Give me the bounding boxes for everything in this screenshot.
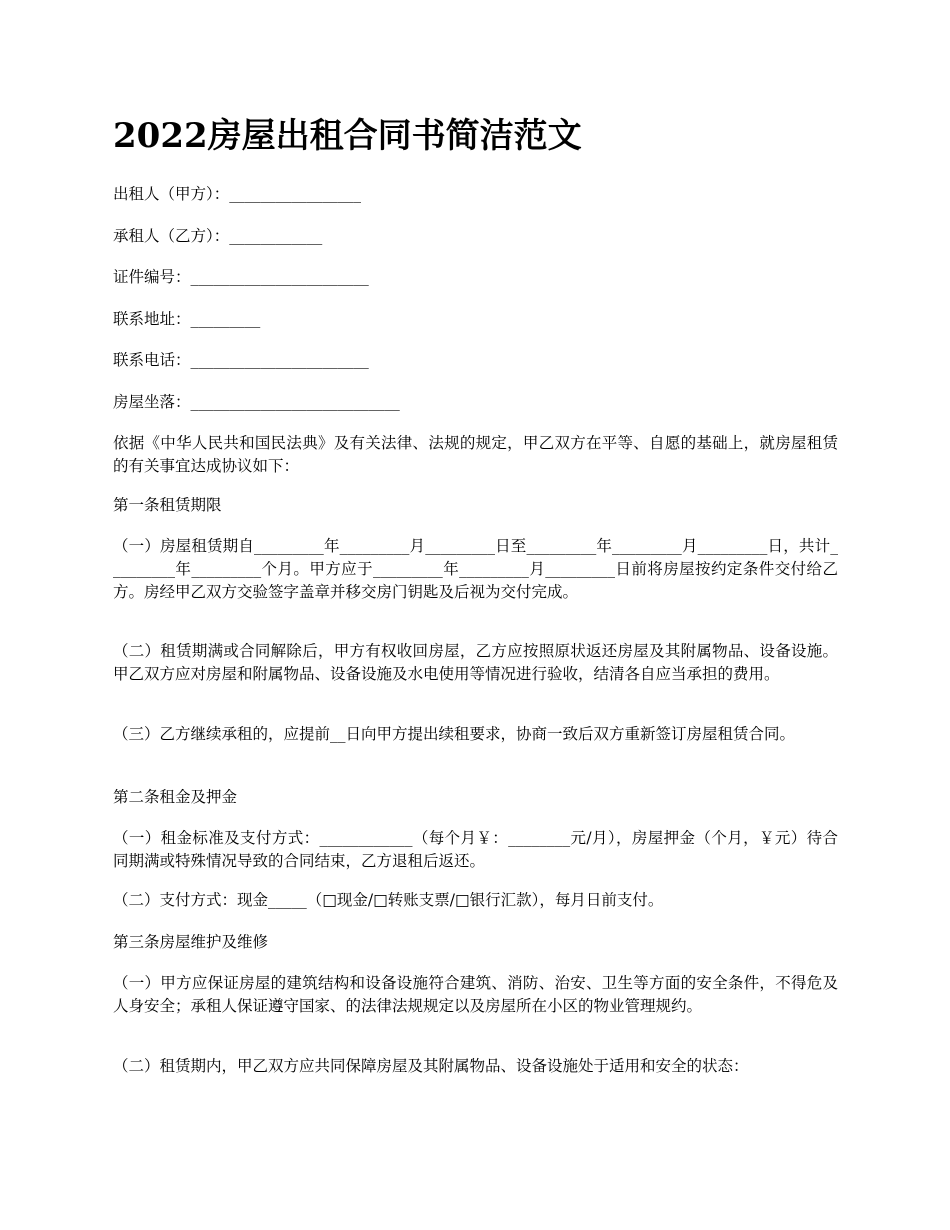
intro-paragraph: 依据《中华人民共和国民法典》及有关法律、法规的规定，甲乙双方在平等、自愿的基础上，就房屋租赁的有关事宜达成协议如下：: [113, 434, 838, 475]
article3-heading: 第三条房屋维护及维修: [113, 933, 269, 951]
location-field: 房屋坐落：___________________________: [113, 393, 400, 411]
lessee-field: 承租人（乙方）：____________: [113, 227, 323, 245]
article2-heading: 第二条租金及押金: [113, 788, 238, 806]
article3-item1: （一）甲方应保证房屋的建筑结构和设备设施符合建筑、消防、治安、卫生等方面的安全条件，不得危及人身安全；承租人保证遵守国家、的法律法规规定以及房屋所在小区的物业管理规约。: [113, 974, 838, 1015]
id-number-field: 证件编号：_______________________: [113, 268, 369, 286]
article2-item1: （一）租金标准及支付方式：____________（每个月￥：________元/月），房屋押金（个月，￥元）待合同期满或特殊情况导致的合同结束，乙方退租后返还。: [113, 829, 838, 870]
article1-item2: （二）租赁期满或合同解除后，甲方有权收回房屋，乙方应按照原状返还房屋及其附属物品、设备设施。甲乙双方应对房屋和附属物品、设备设施及水电使用等情况进行验收，结清各自应当承担的费用。: [113, 642, 838, 683]
lessor-field: 出租人（甲方）：_________________: [113, 185, 362, 203]
article3-item2: （二）租赁期内，甲乙双方应共同保障房屋及其附属物品、设备设施处于适用和安全的状态：: [113, 1057, 749, 1075]
phone-field: 联系电话：_______________________: [113, 351, 369, 369]
document-title: 2022房屋出租合同书简洁范文: [113, 116, 582, 156]
article2-item2: （二）支付方式：现金_____（□现金/□转账支票/□银行汇款），每月日前支付。: [113, 891, 664, 909]
article1-heading: 第一条租赁期限: [113, 496, 222, 514]
article1-item1: （一）房屋租赁期自_________年_________月_________日至_________年_________月_________日，共计_________年_________个月。甲方应于_________年_________月_________日前将房屋按约定条件交付给乙方。房经甲乙双方交验签字盖章并移交房门钥匙及后视为交付完成。: [113, 537, 838, 601]
article1-item3: （三）乙方继续承租的，应提前__日向甲方提出续租要求，协商一致后双方重新签订房屋租赁合同。: [113, 725, 796, 743]
address-field: 联系地址：_________: [113, 310, 261, 328]
